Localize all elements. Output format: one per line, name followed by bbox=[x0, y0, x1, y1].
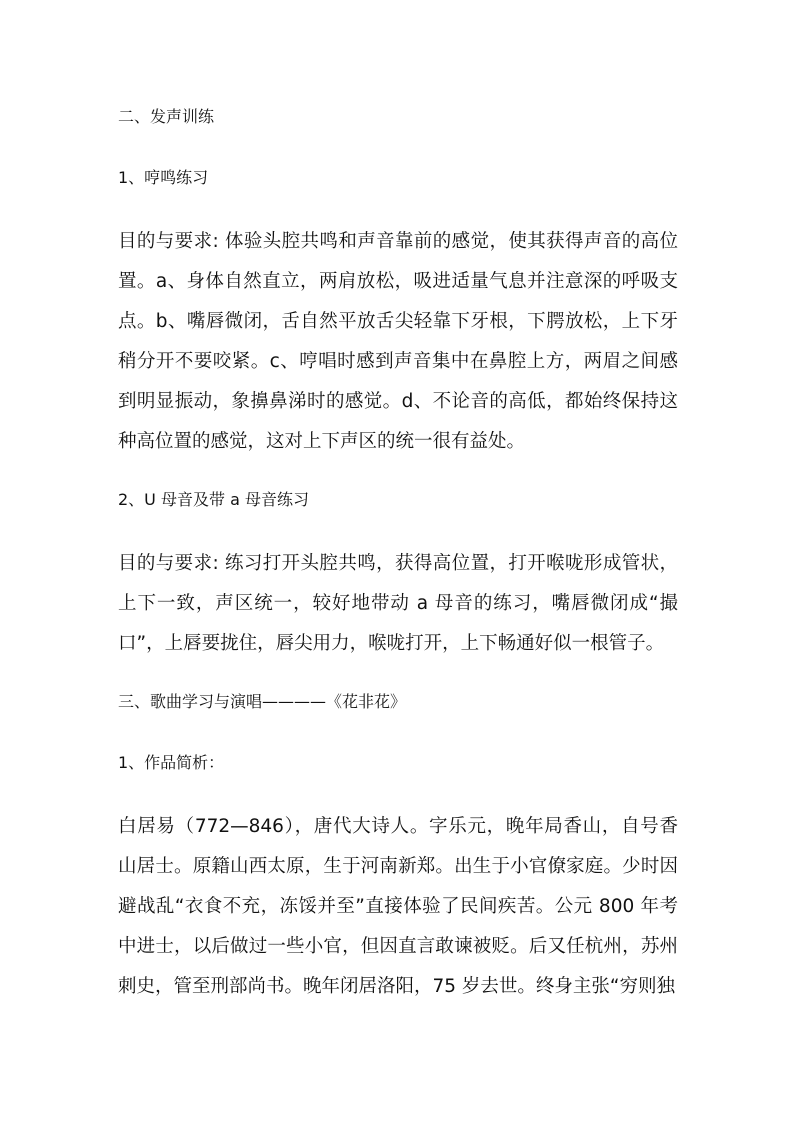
work-analysis-heading: 1、作品简析： bbox=[118, 753, 225, 772]
document-content bbox=[118, 100, 678, 1028]
humming-exercise-heading: 1、哼鸣练习 bbox=[118, 168, 209, 187]
u-vowel-exercise-paragraph: 目的与要求: 练习打开头腔共鸣，获得高位置，打开喉咙形成管状，上下一致，声区统一，较好地带动 a 母音的练习，嘴唇微闭成“撮口”，上唇要拢住，唇尖用力，喉咙打开，上下畅通好似一根管子。 bbox=[118, 553, 678, 654]
work-analysis-paragraph: 白居易（772—846），唐代大诗人。字乐元，晚年局香山，自号香山居士。原籍山西太原，生于河南新郑。出生于小官僚家庭。少时因避战乱“衣食不充，冻馁并至”直接体验了民间疾苦。公元 800 年考中进士，以后做过一些小官，但因直言敢谏被贬。后又任杭州，苏州刺史，管至刑部尚书。晚年闭居洛阳，75 岁去世。终身主张“穷则独 bbox=[118, 816, 678, 997]
section-3-heading: 三、歌曲学习与演唱————《花非花》 bbox=[118, 692, 407, 711]
humming-exercise-paragraph: 目的与要求: 体验头腔共鸣和声音靠前的感觉，使其获得声音的高位置。a、身体自然直立，两肩放松，吸进适量气息并注意深的呼吸支点。b、嘴唇微闭，舌自然平放舌尖轻靠下牙根，下腭放松，上下牙稍分开不要咬紧。c、哼唱时感到声音集中在鼻腔上方，两眉之间感到明显振动，象擤鼻涕时的感觉。d、不论音的高低，都始终保持这种高位置的感觉，这对上下声区的统一很有益处。 bbox=[118, 231, 678, 452]
section-2-heading: 二、发声训练 bbox=[118, 107, 215, 126]
u-vowel-exercise-heading: 2、U 母音及带 a 母音练习 bbox=[118, 490, 309, 509]
